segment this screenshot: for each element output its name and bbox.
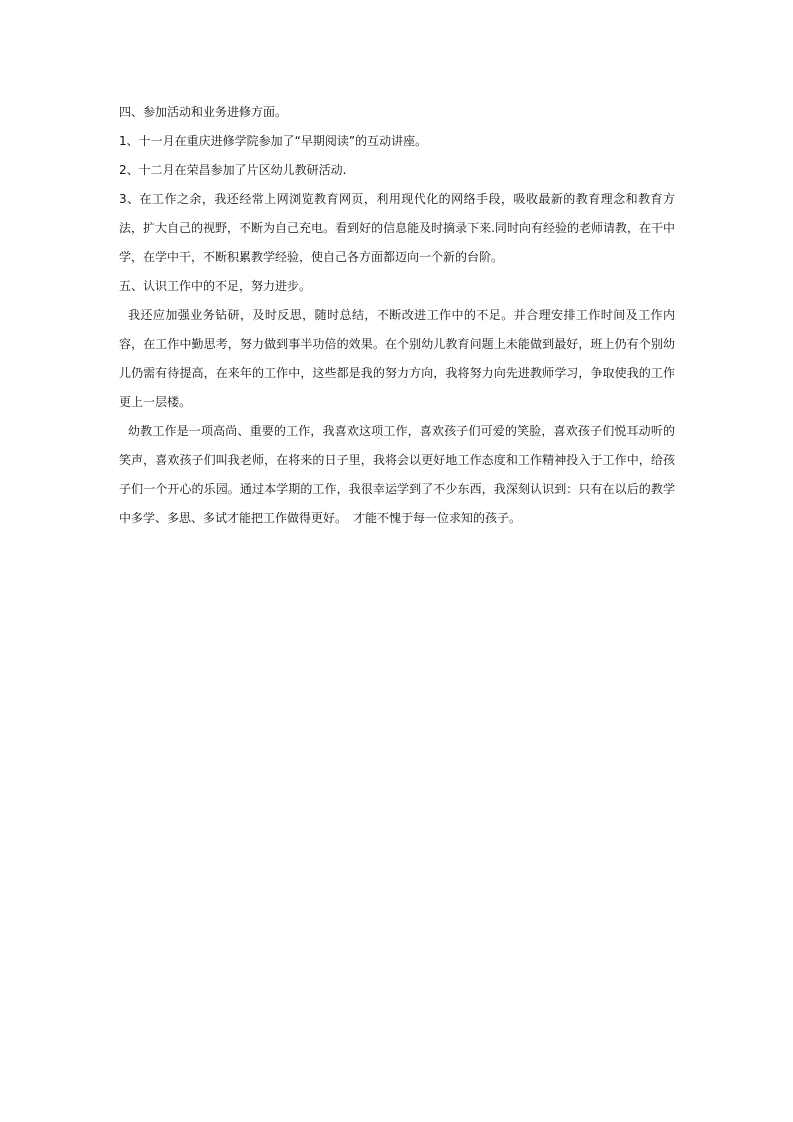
activity-item-2: 2、十二月在荣昌参加了片区幼儿教研活动.: [119, 163, 347, 177]
document-body: [119, 98, 675, 533]
section-5-heading: 五、认识工作中的不足，努力进步。: [119, 279, 312, 293]
section-4-heading: 四、参加活动和业务进修方面。: [119, 105, 288, 119]
activity-item-1: 1、十一月在重庆进修学院参加了“早期阅读”的互动讲座。: [119, 134, 428, 148]
improvement-paragraph: 我还应加强业务钻研，及时反思，随时总结，不断改进工作中的不足。并合理安排工作时间及工作内容，在工作中勤思考，努力做到事半功倍的效果。在个别幼儿教育问题上未能做到最好，班上仍有个别幼儿仍需有待提高，在来年的工作中，这些都是我的努力方向，我将努力向先进教师学习，争取使我的工作更上一层楼。: [119, 308, 675, 409]
conclusion-paragraph: 幼教工作是一项高尚、重要的工作，我喜欢这项工作，喜欢孩子们可爱的笑脸，喜欢孩子们悦耳动听的笑声，喜欢孩子们叫我老师，在将来的日子里，我将会以更好地工作态度和工作精神投入于工作中，给孩子们一个开心的乐园。通过本学期的工作，我很幸运学到了不少东西，我深刻认识到：只有在以后的教学中多学、多思、多试才能把工作做得更好。 才能不愧于每一位求知的孩子。: [119, 424, 675, 525]
activity-item-3: 3、在工作之余，我还经常上网浏览教育网页，利用现代化的网络手段，吸收最新的教育理念和教育方法，扩大自己的视野，不断为自己充电。看到好的信息能及时摘录下来.同时向有经验的老师请教，在干中学，在学中干，不断积累教学经验，使自己各方面都迈向一个新的台阶。: [119, 192, 675, 264]
